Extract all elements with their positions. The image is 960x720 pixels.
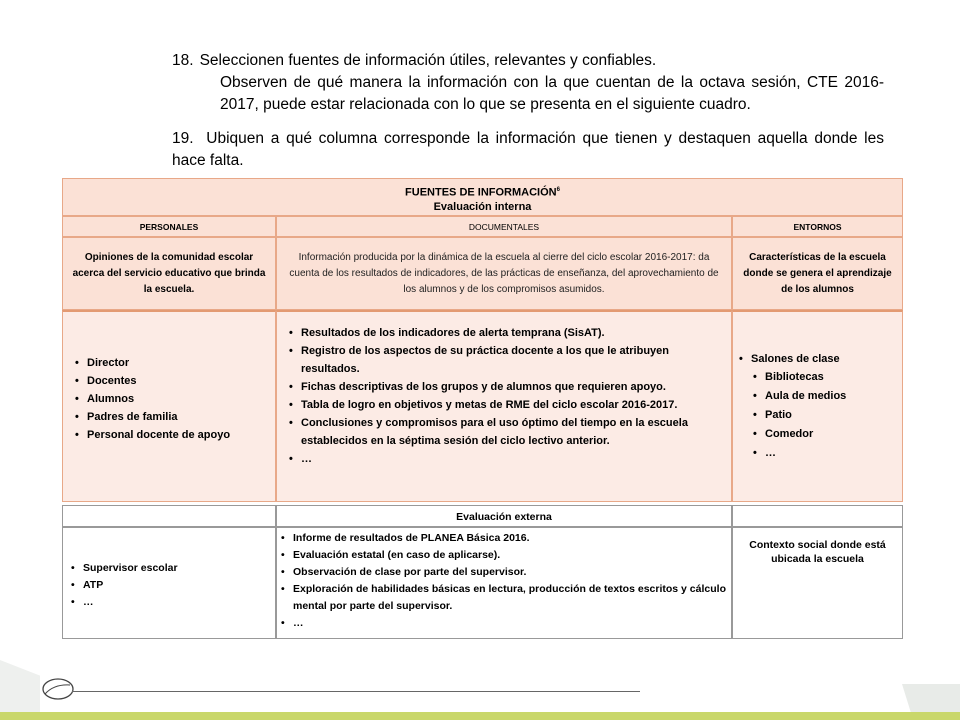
description-entornos <box>732 237 903 310</box>
external-personales-cell <box>62 527 276 639</box>
external-documentales-cell <box>276 527 732 639</box>
instruction-19 <box>172 128 884 172</box>
internal-personales-cell <box>62 310 276 502</box>
footer-decoration-right <box>902 684 960 712</box>
internal-documentales-cell <box>276 310 732 502</box>
list-item: • Director <box>73 354 230 372</box>
list-item: • Supervisor escolar <box>69 560 178 577</box>
list-item: • Tabla de logro en objetivos y metas de RME del ciclo escolar 2016-2017. <box>287 396 709 414</box>
item-text: Seleccionen fuentes de información útiles, relevantes y confiables. <box>199 52 657 69</box>
list-item: • Personal docente de apoyo <box>73 426 230 444</box>
list-item: • Observación de clase por parte del supervisor. <box>279 564 729 581</box>
list-item: • Comedor <box>751 425 846 443</box>
list <box>287 324 709 468</box>
list-item: • Patio <box>751 406 846 424</box>
list-item: • Registro de los aspectos de su práctica docente a los que le atribuyen resultados. <box>287 342 709 378</box>
footer-rule <box>72 691 640 692</box>
footer-decoration-left <box>0 660 40 712</box>
instruction-18 <box>172 50 884 116</box>
column-header-documentales: DOCUMENTALES <box>276 216 732 237</box>
table-subtitle: Evaluación interna <box>433 200 532 213</box>
list-item: • … <box>279 615 729 632</box>
external-entornos-text: Contexto social donde está ubicada la escuela <box>749 539 886 565</box>
list-item: • … <box>69 594 178 611</box>
external-entornos-cell <box>732 527 903 639</box>
list-item: • Bibliotecas <box>751 368 846 386</box>
external-header: Evaluación externa <box>276 505 732 527</box>
list-item: • … <box>751 444 846 462</box>
list-item: • ATP <box>69 577 178 594</box>
description-text: Opiniones de la comunidad escolar acerca del servicio educativo que brinda la escuela. <box>72 251 266 295</box>
item-number: 18. <box>172 52 194 69</box>
list-item: • Evaluación estatal (en caso de aplicarse). <box>279 547 729 564</box>
list-item: • Padres de familia <box>73 408 230 426</box>
list <box>737 350 840 369</box>
table-title <box>62 178 903 216</box>
list-item: • Alumnos <box>73 390 230 408</box>
logo-icon <box>40 676 76 702</box>
list-item: • Informe de resultados de PLANEA Básica 2016. <box>279 530 729 547</box>
item-subtext: Observen de qué manera la información con la que cuentan de la octava sesión, CTE 2016-2017, puede estar relacionada con lo que se presenta en el siguiente cuadro. <box>220 74 884 113</box>
description-personales <box>62 237 276 310</box>
list-item: • Docentes <box>73 372 230 390</box>
list <box>73 354 230 444</box>
footer-bar <box>0 712 960 720</box>
external-header-blank-personales <box>62 505 276 527</box>
title-text: FUENTES DE INFORMACIÓN <box>405 186 557 199</box>
list-item: • Salones de clase <box>737 350 840 368</box>
list <box>751 368 846 463</box>
description-text: Información producida por la dinámica de la escuela al cierre del ciclo escolar 2016-2017: da cuenta de los resultados de indicadores, de las prácticas de enseñanza, del aprovechamiento de los alumnos y de los compromisos asumidos. <box>289 251 719 295</box>
list <box>69 560 178 611</box>
list-item: • Exploración de habilidades básicas en lectura, producción de textos escritos y cálculo mental por parte del supervisor. <box>279 581 729 615</box>
list-item: • Conclusiones y compromisos para el uso óptimo del tiempo en la escuela establecidos en la séptima sesión del ciclo lectivo anterior. <box>287 414 709 450</box>
column-header-entornos: ENTORNOS <box>732 216 903 237</box>
description-text: Características de la escuela donde se genera el aprendizaje de los alumnos <box>743 251 892 295</box>
description-documentales <box>276 237 732 310</box>
internal-entornos-cell <box>732 310 903 502</box>
list <box>279 530 729 632</box>
list-item: • Aula de medios <box>751 387 846 405</box>
list-item: • … <box>287 450 709 468</box>
title-footnote: 6 <box>556 187 560 193</box>
column-header-personales: PERSONALES <box>62 216 276 237</box>
item-number: 19. <box>172 130 194 147</box>
item-text: Ubiquen a qué columna corresponde la información que tienen y destaquen aquella donde les hace falta. <box>172 130 884 169</box>
external-header-blank-entornos <box>732 505 903 527</box>
list-item: • Resultados de los indicadores de alerta temprana (SisAT). <box>287 324 709 342</box>
list-item: • Fichas descriptivas de los grupos y de alumnos que requieren apoyo. <box>287 378 709 396</box>
